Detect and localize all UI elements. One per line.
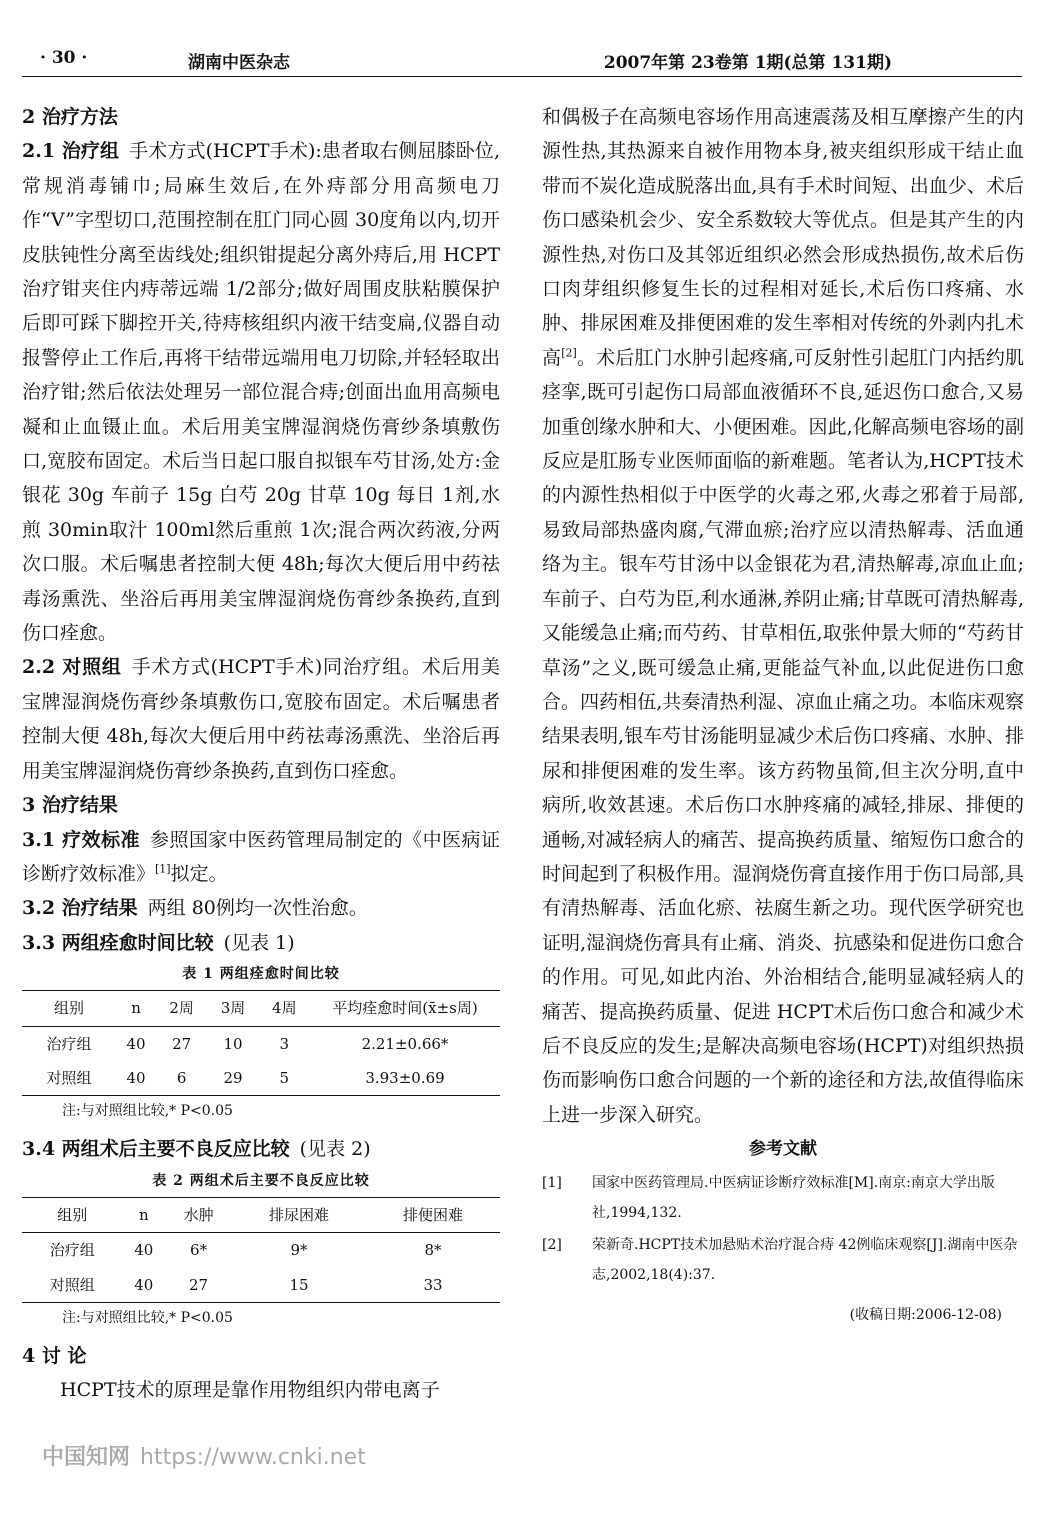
table-cell: 治疗组 bbox=[46, 1034, 92, 1053]
table-cell: 3 bbox=[279, 1034, 290, 1053]
table-1-note: 注:与对照组比较,* P<0.05 bbox=[62, 1103, 233, 1120]
table-cell: 27 bbox=[172, 1034, 192, 1053]
table-header-cell: 组别 bbox=[57, 1205, 88, 1224]
section-3-1-text-b: 拟定。 bbox=[170, 862, 228, 885]
watermark-brand: 中国知网 bbox=[42, 1445, 131, 1470]
table-header-cell: 排便困难 bbox=[403, 1205, 464, 1224]
section-3-3-text: (见表 1) bbox=[223, 931, 295, 954]
table-cell: 40 bbox=[126, 1068, 146, 1087]
reference-text: 荣新奇.HCPT技术加悬贴术治疗混合痔 42例临床观察[J].湖南中医杂志,2002,18(4):37. bbox=[592, 1237, 1018, 1284]
received-date: (收稿日期:2006-12-08) bbox=[849, 1307, 1002, 1324]
reference-text: 国家中医药管理局.中医病证诊断疗效标准[M].南京:南京大学出版社,1994,132. bbox=[592, 1175, 995, 1222]
table-cell: 9* bbox=[290, 1241, 308, 1260]
table-header-cell: n bbox=[131, 999, 141, 1018]
section-3-4-text: (见表 2) bbox=[299, 1138, 371, 1161]
table-2-note: 注:与对照组比较,* P<0.05 bbox=[62, 1309, 233, 1326]
table-header-cell: 水肿 bbox=[183, 1205, 214, 1224]
references-title: 参考文献 bbox=[749, 1139, 817, 1160]
table-cell: 40 bbox=[126, 1034, 146, 1053]
cnki-watermark bbox=[42, 1440, 366, 1471]
table-header-cell: n bbox=[138, 1205, 149, 1224]
section-4-text-b: 。术后肛门水肿引起疼痛,可反射性引起肛门内括约肌痉挛,既可引起伤口局部血液循环不良,延迟伤口愈合,又易加重创缘水肿和大、小便困难。因此,化解高频电容场的副反应是肛肠专业医师面临的新难题。笔者认为,HCPT技术的内源性热相似于中医学的火毒之邪,火毒之邪着于局部,易致局部热盛肉腐,气滞血瘀;治疗应以清热解毒、活血通络为主。银车芍甘汤中以金银花为君,清热解毒,凉血止血;车前子、白芍为臣,利水通淋,养阴止痛;甘草既可清热解毒,又能缓急止痛;而芍药、甘草相伍,取张仲景大师的“芍药甘草汤”之义,既可缓急止痛,更能益气补血,以此促进伤口愈合。四药相伍,共奏清热利湿、凉血止痛之功。本临床观察结果表明,银车芍甘汤能明显减少术后伤口疼痛、水肿、排尿和排便困难的发生率。该方药物虽简,但主次分明,直中病所,收效甚速。术后伤口水肿疼痛的减轻,排尿、排便的通畅,对减轻病人的痛苦、提高换药质量、缩短伤口愈合的时间起到了积极作用。湿润烧伤膏直接作用于伤口局部,具有清热解毒、活血化瘀、祛腐生新之功。现代医学研究也证明,湿润烧伤膏具有止痛、消炎、抗感染和促进伤口愈合的作用。可见,如此内治、外治相结合,能明显减轻病人的痛苦、提高换药质量、促进 HCPT术后伤口愈合和减少术后不良反应的发生;是解决高频电容场(HCPT)对组织热损伤而影响伤口愈合问题的一个新的途径和方法,故值得临床上进一步深入研究。 bbox=[542, 346, 1024, 1126]
table-cell: 15 bbox=[289, 1275, 309, 1294]
section-3-3 bbox=[22, 926, 500, 960]
section-2-1 bbox=[22, 134, 500, 650]
table-cell: 6* bbox=[190, 1241, 208, 1260]
table-cell: 6 bbox=[176, 1068, 187, 1087]
table-row bbox=[22, 1061, 500, 1096]
journal-name: 湖南中医杂志 bbox=[188, 53, 290, 73]
table-cell: 对照组 bbox=[46, 1068, 92, 1087]
section-2-title: 2 治疗方法 bbox=[22, 106, 118, 128]
section-3-1-label: 3.1 疗效标准 bbox=[22, 828, 141, 851]
issue-info: 2007年第 23卷第 1期(总第 131期) bbox=[603, 53, 892, 73]
table-header-cell: 平均痊愈时间(x̄±s周) bbox=[332, 999, 478, 1018]
section-3-2-text: 两组 80例均一次性治愈。 bbox=[147, 897, 368, 920]
table-cell: 40 bbox=[134, 1275, 154, 1294]
citation-2: [2] bbox=[561, 346, 577, 360]
section-4-text-a: 和偶极子在高频电容场作用高速震荡及相互摩擦产生的内源性热,其热源来自被作用物本身,被夹组织形成干结止血带而不炭化造成脱落出血,具有手术时间短、出血少、术后伤口感染机会少、安全系数较大等优点。但是其产生的内源性热,对伤口及其邻近组织必然会形成热损伤,故术后伤口肉芽组织修复生长的过程相对延长,术后伤口疼痛、水肿、排尿困难及排便困难的发生率相对传统的外剥内扎术高 bbox=[542, 106, 1024, 369]
table-header-cell: 排尿困难 bbox=[269, 1205, 330, 1224]
table-cell: 3.93±0.69 bbox=[365, 1068, 445, 1087]
section-3-3-label: 3.3 两组痊愈时间比较 bbox=[22, 931, 214, 954]
table-header-cell: 4周 bbox=[272, 999, 297, 1018]
table-cell: 29 bbox=[223, 1068, 243, 1087]
section-2-1-text: 手术方式(HCPT手术):患者取右侧屈膝卧位,常规消毒铺巾;局麻生效后,在外痔部分用高频电刀作“V”字型切口,范围控制在肛门同心圆 30度角以内,切开皮肤钝性分离至齿线处;组织钳提起分离外痔后,用 HCPT治疗钳夹住内痔蒂远端 1/2部分;做好周围皮肤粘膜保护后即可踩下脚控开关,待痔核组织内液干结变扁,仪器自动报警停止工作后,再将干结带远端用电刀切除,并轻轻取出治疗钳;然后依法处理另一部位混合痔;创面出血用高频电凝和止血镊止血。术后用美宝牌湿润烧伤膏纱条填敷伤口,宽胶布固定。术后当日起口服自拟银车芍甘汤,处方:金银花 30g 车前子 15g 白芍 20g 甘草 10g 每日 1剂,水煎 30min取汁 100ml然后重煎 1次;混合两次药液,分两次口服。术后嘱患者控制大便 48h;每次大便后用中药祛毒汤熏洗、坐浴后再用美宝牌湿润烧伤膏纱条换药,直到伤口痊愈。 bbox=[22, 140, 500, 645]
table-1-caption: 表 1 两组痊愈时间比较 bbox=[182, 966, 340, 983]
section-3-1-text-a: 参照国家中医药管理局制定的《中医病证诊断疗效标准》 bbox=[22, 828, 500, 885]
section-2-2-text: 手术方式(HCPT手术)同治疗组。术后用美宝牌湿润烧伤膏纱条填敷伤口,宽胶布固定。术后嘱患者控制大便 48h,每次大便后用中药祛毒汤熏洗、坐浴后再用美宝牌湿润烧伤膏纱条换药,直到伤口痊愈。 bbox=[22, 656, 501, 782]
section-2-1-label: 2.1 治疗组 bbox=[22, 140, 120, 163]
left-column bbox=[22, 100, 500, 1408]
page-header bbox=[22, 48, 1022, 78]
section-3-1 bbox=[22, 823, 500, 892]
reference-number: [1] bbox=[542, 1175, 562, 1192]
citation-1: [1] bbox=[155, 862, 171, 876]
table-cell: 40 bbox=[134, 1241, 154, 1260]
table-header-cell: 2周 bbox=[169, 999, 194, 1018]
reference-number: [2] bbox=[542, 1237, 562, 1254]
page-number: · 30 · bbox=[40, 48, 88, 68]
table-header-cell: 组别 bbox=[54, 999, 85, 1018]
section-4-paragraph-start: HCPT技术的原理是靠作用物组织内带电离子 bbox=[60, 1379, 440, 1402]
table-cell: 2.21±0.66* bbox=[361, 1034, 449, 1053]
table-1 bbox=[22, 990, 500, 1096]
table-header-row bbox=[22, 991, 500, 1026]
section-4-paragraph-continued bbox=[542, 100, 1024, 1132]
table-row bbox=[22, 1026, 500, 1061]
section-2-2-label: 2.2 对照组 bbox=[22, 656, 122, 679]
section-3-4-label: 3.4 两组术后主要不良反应比较 bbox=[22, 1138, 290, 1161]
table-cell: 10 bbox=[223, 1034, 243, 1053]
table-2-caption: 表 2 两组术后主要不良反应比较 bbox=[152, 1172, 370, 1189]
table-cell: 5 bbox=[279, 1068, 290, 1087]
table-cell: 8* bbox=[424, 1241, 442, 1260]
table-header-row bbox=[22, 1197, 500, 1232]
table-2 bbox=[22, 1197, 500, 1303]
table-cell: 27 bbox=[189, 1275, 209, 1294]
section-3-2-label: 3.2 治疗结果 bbox=[22, 897, 138, 920]
right-column bbox=[542, 100, 1024, 1330]
table-row bbox=[22, 1233, 500, 1268]
header-rule bbox=[22, 76, 1022, 77]
section-4-title: 4 讨 论 bbox=[22, 1344, 87, 1367]
table-row bbox=[22, 1268, 500, 1303]
reference-item bbox=[542, 1168, 1024, 1228]
table-cell: 33 bbox=[423, 1275, 443, 1294]
section-3-2 bbox=[22, 891, 500, 925]
table-cell: 治疗组 bbox=[49, 1241, 95, 1260]
watermark-url: https://www.cnki.net bbox=[140, 1445, 366, 1470]
section-3-title: 3 治疗结果 bbox=[22, 794, 118, 817]
reference-item bbox=[542, 1230, 1024, 1290]
section-2-2 bbox=[22, 650, 500, 788]
section-3-4 bbox=[22, 1132, 500, 1166]
table-cell: 对照组 bbox=[49, 1275, 95, 1294]
table-header-cell: 3周 bbox=[220, 999, 246, 1018]
